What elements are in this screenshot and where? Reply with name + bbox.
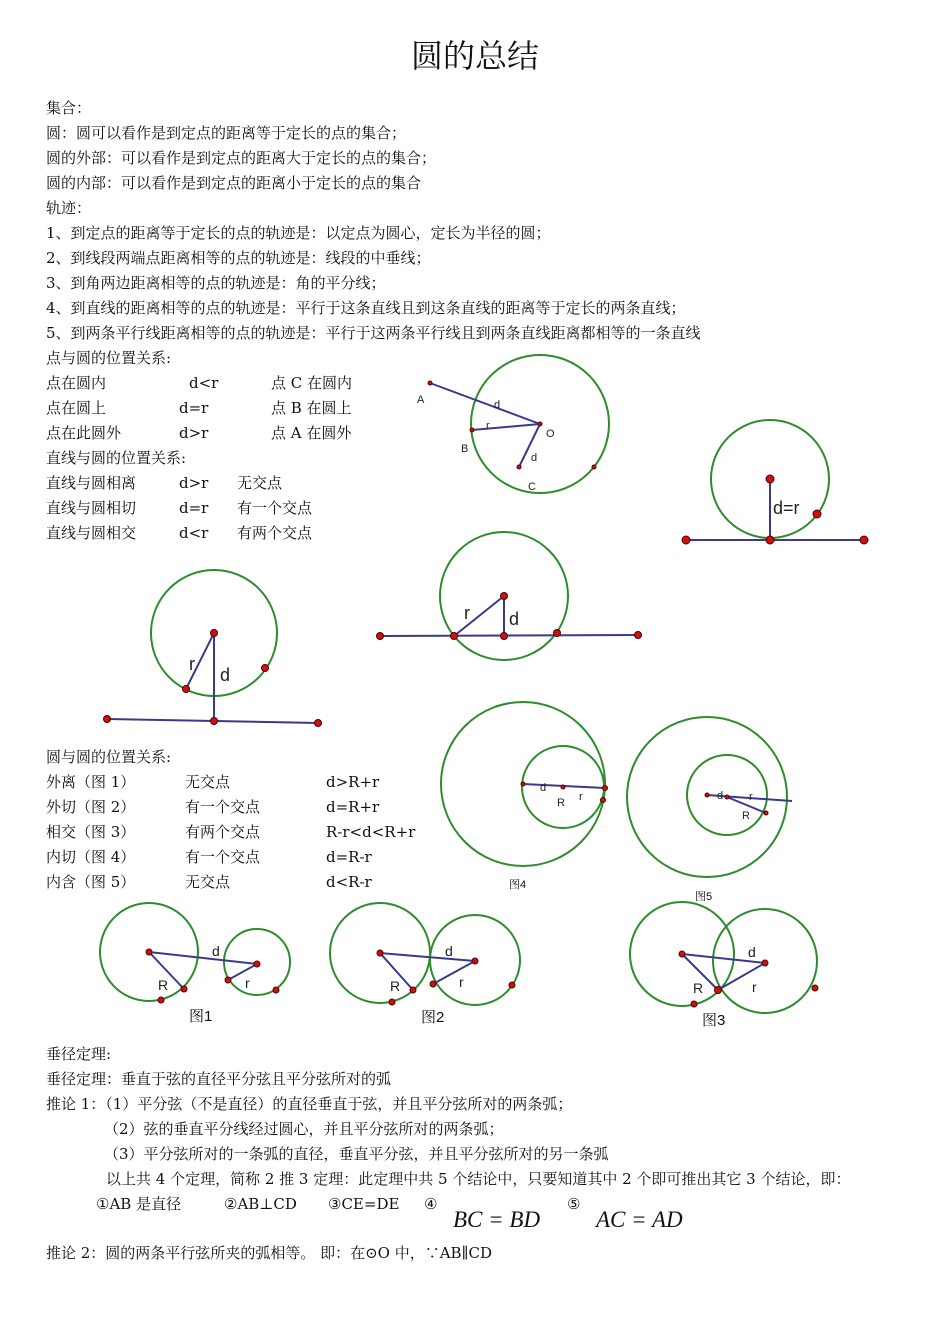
label-d: d	[748, 944, 756, 960]
fig1-caption: 图1	[189, 1008, 213, 1025]
point-circle-note: 点 A 在圆外	[271, 424, 352, 442]
fig3-caption: 图3	[702, 1012, 726, 1029]
formula-arc-bc-bd: BC = BD	[453, 1207, 541, 1232]
circle-circle-name: 外切（图 2）	[46, 798, 136, 816]
line-circle-name: 直线与圆相切	[46, 499, 137, 517]
point-circle-name: 点在圆内	[46, 374, 107, 392]
corollary-1: 推论 1：（1）平分弦（不是直径）的直径垂直于弦，并且平分弦所对的两条弧；	[46, 1095, 573, 1113]
locus-line: 4、到直线的距离相等的点的轨迹是：平行于这条直线且到这条直线的距离等于定长的两条直线；	[46, 299, 686, 317]
locus-line: 5、到两条平行线距离相等的点的轨迹是：平行于这两条平行线且到两条直线距离都相等的一条直线	[46, 324, 701, 342]
point-circle-cond: d<r	[189, 374, 219, 392]
locus-heading: 轨迹：	[46, 199, 92, 217]
fig4-caption: 图4	[509, 879, 527, 891]
fig3-r	[718, 963, 765, 990]
label-r: r	[245, 975, 250, 991]
conclusion-1: ①AB 是直径	[96, 1195, 182, 1213]
line-circle-note: 无交点	[237, 474, 283, 492]
segment-OA	[430, 383, 540, 424]
point-circle-name: 点在圆上	[46, 399, 107, 417]
fig2-center-line	[380, 953, 475, 961]
locus-line: 3、到角两边距离相等的点的轨迹是：角的平分线；	[46, 274, 386, 292]
label-R: R	[158, 977, 169, 993]
circle-circle-name: 外离（图 1）	[46, 773, 136, 791]
circle-circle-cond: d=R-r	[326, 848, 372, 866]
line-circle-cond: d=r	[179, 499, 209, 517]
circle-circle-name: 相交（图 3）	[46, 823, 136, 841]
point-circle-cond: d=r	[179, 399, 209, 417]
label-d-eq-r: d=r	[773, 498, 800, 518]
theorem-summary: 以上共 4 个定理，简称 2 推 3 定理：此定理中共 5 个结论中，只要知道其中 2 个即可推出其它 3 个结论，即：	[106, 1170, 851, 1188]
label-d: d	[220, 665, 231, 685]
label-r: r	[749, 791, 753, 803]
fig2-r	[433, 961, 475, 984]
sets-line: 圆的外部：可以看作是到定点的距离大于定长的点的集合；	[46, 149, 437, 167]
theorem-heading: 垂径定理:	[46, 1045, 112, 1063]
line-circle-name: 直线与圆相离	[46, 474, 137, 492]
circle-circle-name: 内切（图 4）	[46, 848, 136, 866]
line-circle-heading: 直线与圆的位置关系:	[46, 449, 187, 467]
conclusion-4: ④	[424, 1195, 438, 1213]
line-circle-name: 直线与圆相交	[46, 524, 137, 542]
locus-line: 2、到线段两端点距离相等的点的轨迹是：线段的中垂线；	[46, 249, 431, 267]
circle-circle-note: 有一个交点	[185, 848, 261, 866]
secant-radius	[454, 596, 504, 636]
circle-circle-heading: 圆与圆的位置关系:	[46, 748, 172, 766]
fig5-caption: 图5	[695, 891, 713, 903]
line-circle-note: 有一个交点	[237, 499, 313, 517]
circle-circle-cond: d<R-r	[326, 873, 372, 891]
label-d: d	[717, 790, 724, 802]
conclusion-3: ③CE=DE	[328, 1195, 400, 1213]
fig1-r	[228, 964, 257, 980]
label-d: d	[531, 452, 538, 464]
label-R: R	[390, 978, 401, 994]
label-d: d	[494, 399, 501, 411]
sets-heading: 集合：	[46, 99, 92, 117]
circle-circle-cond: d=R+r	[326, 798, 380, 816]
label-r: r	[189, 654, 195, 674]
formula-arc-ac-ad: AC = AD	[596, 1207, 683, 1232]
circle-circle-note: 无交点	[185, 873, 231, 891]
sets-line: 圆：圆可以看作是到定点的距离等于定长的点的集合；	[46, 124, 407, 142]
label-d: d	[509, 609, 520, 629]
point-circle-note: 点 C 在圆内	[271, 374, 353, 392]
label-r: r	[579, 791, 583, 803]
conclusion-2: ②AB⊥CD	[224, 1195, 297, 1213]
segment-OB	[472, 424, 540, 430]
line-circle-cond: d>r	[179, 474, 209, 492]
label-R: R	[693, 980, 704, 996]
label-d: d	[212, 943, 220, 959]
label-R: R	[557, 797, 565, 809]
label-d: d	[540, 782, 547, 794]
circle-circle-note: 有一个交点	[185, 798, 261, 816]
point-circle-note: 点 B 在圆上	[271, 399, 352, 417]
circle-circle-name: 内含（图 5）	[46, 873, 136, 891]
line-circle-cond: d<r	[179, 524, 209, 542]
conclusion-5: ⑤	[567, 1195, 581, 1213]
circle-circle-note: 无交点	[185, 773, 231, 791]
label-A: A	[417, 394, 425, 406]
corollary-2: 推论 2：圆的两条平行弦所夹的弧相等。 即：在⊙O 中，∵AB∥CD	[46, 1244, 493, 1262]
secant-line	[380, 635, 638, 636]
fig1-center-line	[149, 952, 257, 964]
label-r: r	[486, 420, 490, 432]
line-circle-note: 有两个交点	[237, 524, 313, 542]
circle-circle-cond: d>R+r	[326, 773, 380, 791]
corollary-1-item: （3）平分弦所对的一条弧的直径，垂直平分弦，并且平分弦所对的另一条弧	[104, 1145, 609, 1163]
label-B: B	[461, 443, 469, 455]
fig2-caption: 图2	[421, 1009, 445, 1026]
page-title: 圆的总结	[410, 37, 539, 75]
label-R: R	[742, 810, 750, 822]
theorem-statement: 垂径定理：垂直于弦的直径平分弦且平分弦所对的弧	[46, 1070, 392, 1088]
label-r: r	[752, 979, 757, 995]
corollary-1-item: （2）弦的垂直平分线经过圆心，并且平分弦所对的两条弧；	[104, 1120, 504, 1138]
label-r: r	[459, 974, 464, 990]
point-circle-heading: 点与圆的位置关系:	[46, 349, 172, 367]
locus-line: 1、到定点的距离等于定长的点的轨迹是：以定点为圆心，定长为半径的圆；	[46, 224, 551, 242]
circle-circle-note: 有两个交点	[185, 823, 261, 841]
label-O: O	[546, 428, 555, 440]
label-r: r	[464, 603, 470, 623]
point-circle-cond: d>r	[179, 424, 209, 442]
sets-line: 圆的内部：可以看作是到定点的距离小于定长的点的集合	[46, 174, 422, 192]
point-circle-name: 点在此圆外	[46, 424, 122, 442]
label-d: d	[445, 943, 453, 959]
circle-circle-cond: R-r<d<R+r	[326, 823, 416, 841]
label-C: C	[528, 481, 536, 493]
